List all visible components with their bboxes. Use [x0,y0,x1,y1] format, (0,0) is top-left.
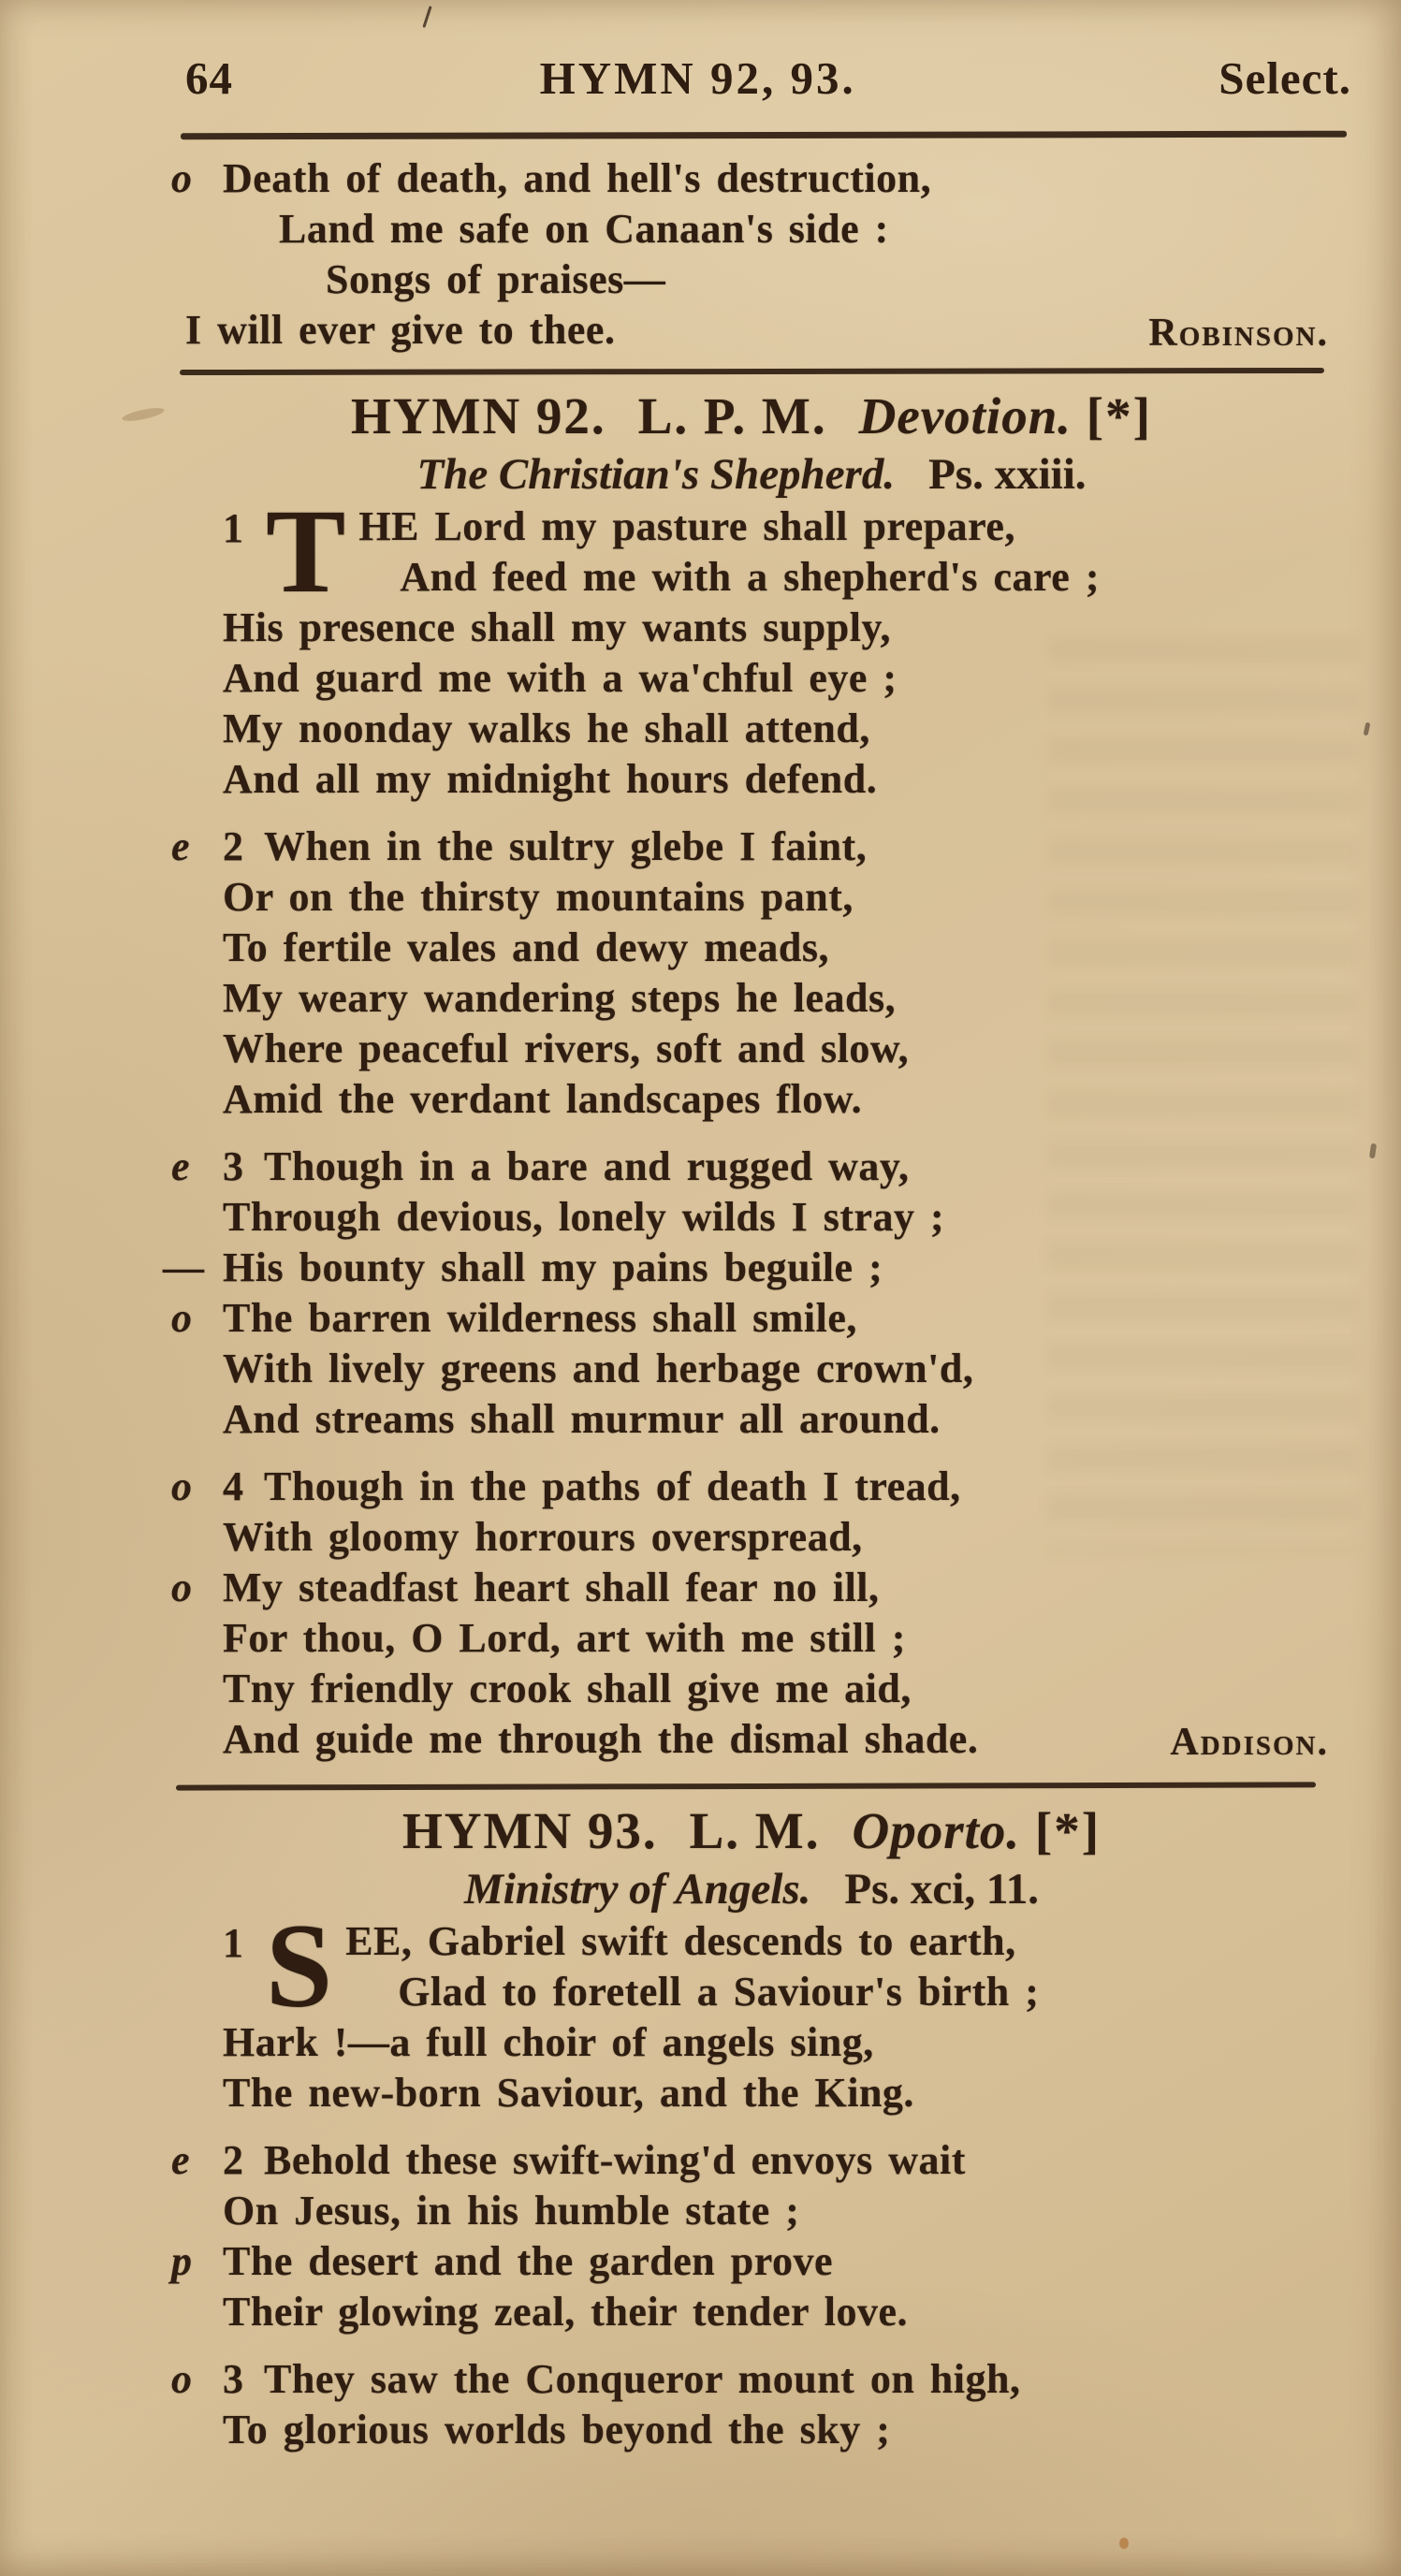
section-rule [176,1782,1316,1790]
hymn-line [171,2135,1329,2186]
line-text: HE Lord my pasture shall prepare, [358,503,1015,549]
running-head [185,52,1351,104]
line-text: With lively greens and herbage crown'd, [223,1346,974,1391]
line-text: And all my midnight hours defend. [223,756,878,802]
hymn-verse [163,1142,1329,1445]
hymn-number: HYMN 92. [351,387,606,444]
expression-marker: o [171,1295,193,1341]
hymn-theme: The Christian's Shepherd. [416,450,896,499]
hymn-92 [163,387,1329,1765]
hymn-meter: L. P. M. [637,387,827,444]
hymn-line [223,973,1329,1024]
hymn-line [171,1293,1329,1344]
hymn-line [345,1916,1039,1967]
line-text: My weary wandering steps he leads, [223,975,897,1021]
hymn-line [223,1192,1329,1243]
hymn-line [223,653,1329,704]
line-text: Though in a bare and rugged way, [264,1143,910,1189]
hymn-line [171,822,1329,872]
line-text: My noonday walks he shall attend, [223,706,870,751]
hymn-line [223,1074,1329,1125]
expression-marker: e [171,2137,191,2183]
hymn-line [171,1142,1329,1192]
hymn-verse [171,1462,1329,1765]
author-attribution: Robinson. [1148,312,1329,355]
hymn-line [223,1394,1329,1445]
hymn-line [223,2017,1329,2068]
hymn-heading [198,1804,1305,1858]
line-text: When in the sultry glebe I faint, [264,823,868,869]
verse-number: 1 [223,505,243,551]
hymn-line [185,305,1329,356]
line-text: Land me safe on Canaan's side : [279,206,889,252]
expression-marker: o [171,155,193,201]
expression-marker: e [171,823,191,869]
author-attribution: Addison. [1170,1721,1329,1764]
line-text: To glorious worlds beyond the sky ; [223,2407,891,2452]
page-number: 64 [185,52,233,104]
hymn-line [326,255,1329,305]
hymn-line [171,2236,1329,2287]
scripture-reference: Ps. xxiii. [928,450,1087,499]
line-text: Or on the thirsty mountains pant, [223,874,854,920]
line-text: The new-born Saviour, and the King. [223,2070,914,2116]
hymn-93 [171,1802,1329,2455]
hymn-subtitle [198,449,1305,500]
hymn-verse [171,822,1329,1125]
line-text: And feed me with a shepherd's care ; [400,554,1100,600]
hymn-line [223,1664,1329,1714]
drop-cap-letter: T [266,485,346,618]
hymn-verse [223,1899,1329,2118]
hymn-heading [198,389,1305,444]
line-text: Amid the verdant landscapes flow. [223,1076,863,1122]
section-rule [180,368,1324,375]
line-text: Tny friendly crook shall give me aid, [223,1666,912,1711]
hymn-line [398,1967,1039,2017]
expression-marker: p [171,2238,193,2284]
line-text: And guide me through the dismal shade. [223,1716,979,1762]
previous-hymn-lines [171,153,1329,356]
hymn-line [223,1024,1329,1074]
line-text: Behold these swift-wing'd envoys wait [264,2137,966,2183]
line-text: Through devious, lonely wilds I stray ; [223,1194,945,1240]
hymn-line [279,204,1329,255]
expression-marker: o [171,1463,193,1509]
line-text: The desert and the garden prove [223,2238,834,2284]
hymn-verse [171,2354,1329,2455]
hymn-line [223,2186,1329,2236]
expression-marker: o [171,1565,193,1610]
section-label: Select. [1219,52,1351,104]
hymn-line [223,1613,1329,1664]
hymn-theme: Ministry of Angels. [464,1865,811,1914]
hymn-verse [223,485,1329,805]
hymn-subtitle [198,1864,1305,1914]
verse-number: 2 [223,823,244,869]
hymn-line [223,2068,1329,2118]
rust-speck [1119,2538,1129,2549]
expression-marker: o [171,2356,193,2402]
hymn-line [400,552,1100,603]
verse-number: 1 [223,1920,243,1966]
hymn-line [223,704,1329,754]
hymn-line [171,2354,1329,2405]
dropcap-lines [345,1916,1039,2017]
line-text: His bounty shall my pains beguile ; [223,1244,883,1290]
paper-smudge [121,405,165,423]
scripture-reference: Ps. xci, 11. [844,1865,1039,1914]
line-text: On Jesus, in his humble state ; [223,2188,800,2234]
hymn-line [171,153,1329,204]
line-text: They saw the Conqueror mount on high, [264,2356,1021,2402]
hymn-line [223,923,1329,973]
verse-number: 3 [223,1143,244,1189]
line-text: Where peaceful rivers, soft and slow, [223,1026,910,1071]
ink-speck [1369,1143,1377,1159]
hymn-line [171,1462,1329,1512]
line-text: I will ever give to thee. [185,307,616,353]
verse-number: 4 [223,1463,244,1509]
hymn-line [223,2405,1329,2455]
line-text: And streams shall murmur all around. [223,1396,941,1442]
hymn-line [223,872,1329,923]
line-text: His presence shall my wants supply, [223,604,892,650]
dropcap-row [223,485,1329,618]
line-text: Glad to foretell a Saviour's birth ; [398,1969,1040,2015]
hymn-tune: Devotion. [858,387,1073,444]
hymn-verses [171,1899,1329,2455]
hymn-line [223,1344,1329,1394]
hymn-meter: L. M. [689,1802,821,1859]
line-text: EE, Gabriel swift descends to earth, [345,1918,1016,1964]
verse-number: 2 [223,2137,244,2183]
verse-number: 3 [223,2356,244,2402]
header-rule [181,131,1347,140]
line-text: Songs of praises— [326,256,666,302]
hymn-line [223,1714,1329,1765]
line-text: The barren wilderness shall smile, [223,1295,857,1341]
line-text: For thou, O Lord, art with me still ; [223,1615,906,1661]
hymn-verse [171,2135,1329,2337]
hymn-line [223,1512,1329,1563]
hymn-rating: [*] [1086,387,1152,444]
page-content [163,0,1351,2455]
line-text: Though in the paths of death I tread, [264,1463,961,1509]
line-text: And guard me with a wa'chful eye ; [223,655,898,701]
hymn-line [163,1243,1329,1293]
expression-marker: — [163,1244,205,1290]
drop-cap-letter: S [266,1899,333,2032]
hymn-verses [163,485,1329,1765]
line-text: Death of death, and hell's destruction, [223,155,932,201]
line-text: My steadfast heart shall fear no ill, [223,1565,880,1610]
dropcap-lines [358,502,1100,603]
line-text: Hark !—a full choir of angels sing, [223,2019,874,2065]
line-text: With gloomy horrours overspread, [223,1514,863,1560]
running-title: HYMN 92, 93. [539,52,856,104]
hymn-number: HYMN 93. [401,1802,658,1859]
line-text: To fertile vales and dewy meads, [223,924,830,970]
line-text: Their glowing zeal, their tender love. [223,2289,909,2335]
dropcap-row [223,1899,1329,2032]
expression-marker: e [171,1143,191,1189]
hymn-line [223,603,1329,653]
hymn-line [171,1563,1329,1613]
hymn-line [358,502,1100,552]
previous-hymn-ending [171,153,1329,356]
hymn-line [223,754,1329,805]
hymn-line [223,2287,1329,2337]
hymn-rating: [*] [1034,1802,1102,1859]
ink-speck [1364,722,1371,736]
hymn-tune: Oporto. [852,1802,1021,1859]
